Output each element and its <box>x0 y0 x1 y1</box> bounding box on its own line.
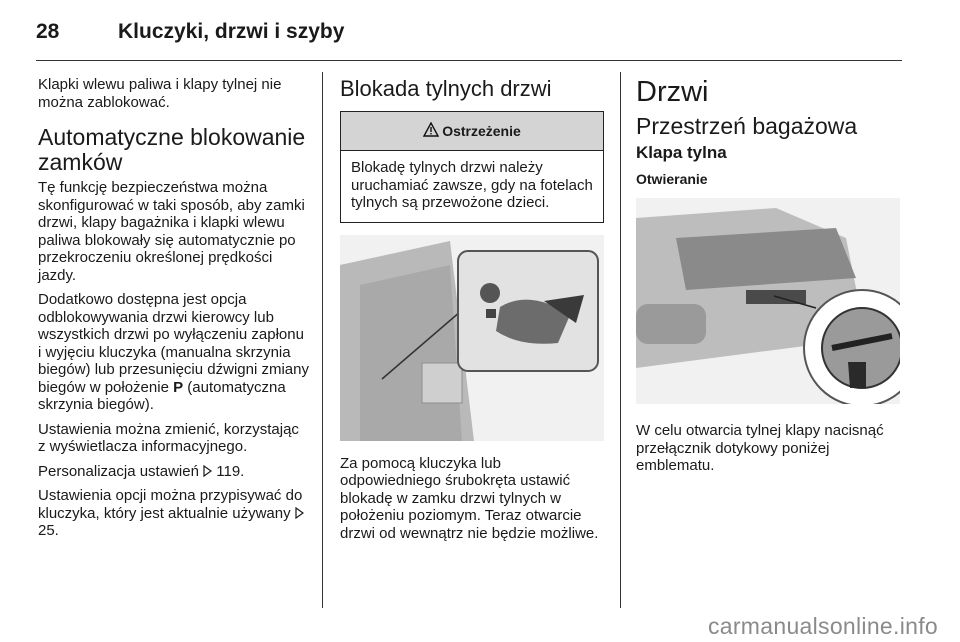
doors-heading: Drzwi <box>636 76 709 108</box>
tailgate-illustration <box>636 198 900 404</box>
watermark: carmanualsonline.info <box>707 613 938 639</box>
unlock-option-paragraph: Dodatkowo dostępna jest opcja odblokowywania drzwi kierowcy lub wszystkich drzwi po wyłączeniu zapłonu i wyjęciu kluczyka (manualna skrzynia biegów) lub przesunięciu dźwigni zmiany biegów w położenie P (automatyczna skrzynia biegów). <box>38 291 309 413</box>
column-divider <box>322 72 323 608</box>
page-header <box>36 20 926 56</box>
auto-lock-heading: Automatyczne blokowanie zamków <box>38 124 306 175</box>
warning-title: Ostrzeżenie <box>442 123 521 139</box>
page-ref-link[interactable]: 119. <box>216 462 245 480</box>
intro-paragraph: Klapki wlewu paliwa i klapy tylnej nie można zablokować. <box>38 76 282 111</box>
column-right <box>636 76 908 482</box>
page-number: 28 <box>36 20 60 43</box>
tailgate-heading: Klapa tylna <box>636 143 727 162</box>
rear-lock-heading: Blokada tylnych drzwi <box>340 76 552 101</box>
rear-lock-caption: Za pomocą kluczyka lub odpowiedniego śrubokręta ustawić blokadę w zamku drzwi tylnych w położeniu poziomym. Teraz otwarcie drzwi od wewnątrz nie będzie możliwe. <box>340 454 599 542</box>
personalization-ref: Personalizacja ustawień 119. <box>38 462 245 480</box>
cargo-heading: Przestrzeń bagażowa <box>636 113 858 139</box>
warning-box <box>340 111 604 223</box>
header-divider <box>36 60 902 61</box>
chapter-title: Kluczyki, drzwi i szyby <box>118 20 345 43</box>
column-divider <box>620 72 621 608</box>
warning-triangle-icon <box>423 122 442 140</box>
tailgate-caption: W celu otwarcia tylnej klapy nacisnąć przełącznik dotykowy poniżej emblematu. <box>636 422 884 474</box>
column-middle <box>340 76 604 549</box>
warning-header <box>341 112 603 151</box>
warning-text: Blokadę tylnych drzwi należy uruchamiać zawsze, gdy na fotelach tylnych są przewożone dzieci. <box>351 159 593 211</box>
key-assignment-paragraph: Ustawienia opcji można przypisywać do kluczyka, który jest aktualnie używany 25. <box>38 487 303 539</box>
child-lock-illustration <box>340 235 604 441</box>
arrow-ref-icon <box>203 463 212 480</box>
arrow-ref-icon <box>295 505 304 522</box>
settings-paragraph: Ustawienia można zmienić, korzystając z wyświetlacza informacyjnego. <box>38 420 299 455</box>
column-left <box>38 76 310 547</box>
page-ref-link[interactable]: 25. <box>38 522 59 539</box>
gear-position-label: P <box>173 378 184 396</box>
opening-heading: Otwieranie <box>636 171 708 187</box>
auto-lock-paragraph: Tę funkcję bezpieczeństwa można skonfigurować w taki sposób, aby zamki drzwi, klapy bagażnika i klapki wlewu paliwa blokowały się automatycznie po przekroczeniu określonej prędkości jazdy. <box>38 179 305 284</box>
